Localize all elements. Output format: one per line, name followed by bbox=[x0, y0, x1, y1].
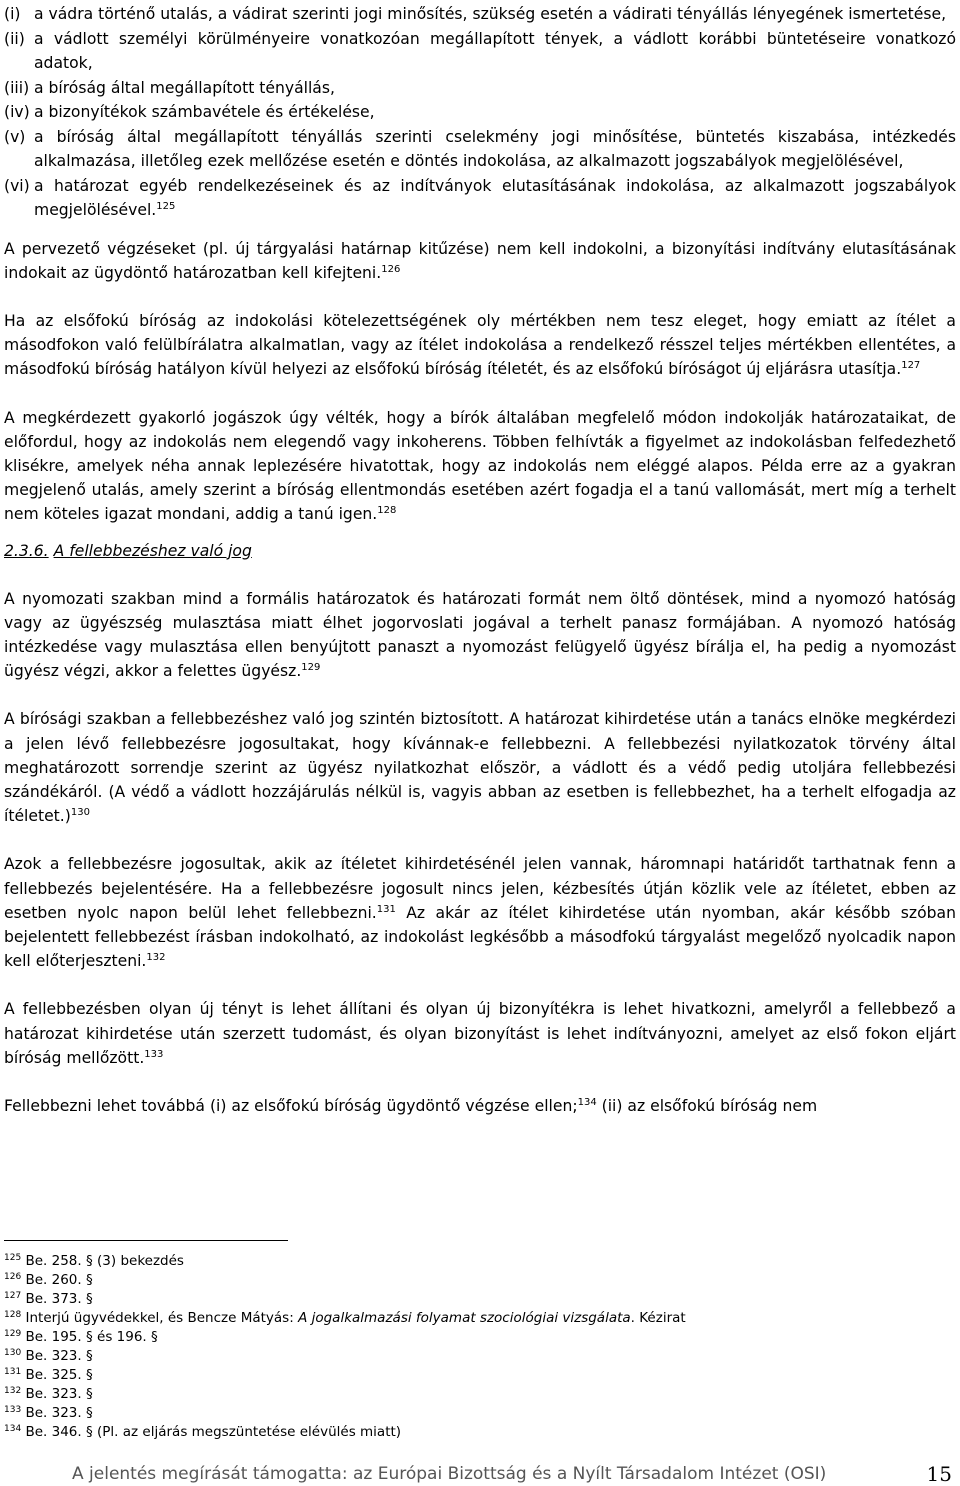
footnote-ref[interactable]: 125 bbox=[156, 201, 176, 212]
list-item bbox=[4, 2, 956, 27]
list-number: (v) bbox=[4, 127, 26, 146]
list-item bbox=[4, 76, 956, 101]
footnote bbox=[4, 1328, 944, 1347]
footnote-ref[interactable]: 127 bbox=[901, 360, 921, 372]
paragraph-text: (ii) az elsőfokú bíróság nem bbox=[596, 1096, 818, 1115]
footnote-text: Be. 325. § bbox=[25, 1367, 93, 1383]
list-text: a bizonyítékok számbavétele és értékelése, bbox=[34, 103, 375, 121]
paragraph bbox=[4, 1094, 956, 1118]
footnote-number: 126 bbox=[4, 1272, 22, 1282]
list-item bbox=[4, 100, 956, 125]
footnote-text: Be. 195. § és 196. § bbox=[25, 1329, 158, 1345]
paragraph-text: A nyomozati szakban mind a formális határozatok és határozati formát nem öltő döntések, mind a nyomozó hatóság vagy az ügyészség mulasztása miatt élhet jogorvoslati jogával a terhelt panasz formájában. A nyomozó hatóság intézkedése vagy mulasztása ellen benyújtott panaszt a nyomozást felügyelő ügyész bírálja el, ha pedig a nyomozást ügyész végzi, akkor a felettes ügyész. bbox=[4, 589, 956, 681]
page-number: 15 bbox=[926, 1462, 952, 1486]
list-text: a vádra történő utalás, a vádirat szerinti jogi minősítés, szükség esetén a vádirati tényállás lényegének ismertetése, bbox=[34, 5, 947, 23]
list-item bbox=[4, 27, 956, 76]
footnote bbox=[4, 1366, 944, 1385]
footnote-text: Interjú ügyvédekkel, és Bencze Mátyás: bbox=[25, 1310, 299, 1326]
list-text bbox=[34, 174, 956, 223]
footnotes bbox=[4, 1252, 944, 1442]
section-title: A fellebbezéshez való jog bbox=[53, 541, 252, 560]
footnote-number: 127 bbox=[4, 1291, 22, 1301]
footnote bbox=[4, 1404, 944, 1423]
footnote-text: Be. 323. § bbox=[25, 1405, 93, 1421]
footnote-text: Be. 373. § bbox=[25, 1291, 93, 1307]
footnote-number: 130 bbox=[4, 1348, 22, 1358]
paragraph-text: A fellebbezésben olyan új tényt is lehet állítani és olyan új bizonyítékra is lehet hivatkozni, amelyről a fellebbező a határozat kihirdetése után szerzett tudomást, és olyan bizonyítást is lehet indítványozni, amelyet az első fokon eljárt bíróság mellőzött. bbox=[4, 1000, 956, 1067]
paragraph-text: A bírósági szakban a fellebbezéshez való jog szintén biztosított. A határozat kihirdetése után a tanács elnöke megkérdezi a jelen lévő fellebbezésre jogosultakat, hogy kívánnak-e fellebbezni. A fellebbezési nyilatkozatok törvény által meghatározott sorrendje szerint az ügyész nyilatkozhat először, a vádlott és a védő pedig utoljára fellebbezési szándékáról. (A védő a vádlott hozzájárulás nélkül is, vagyis abban az esetben is fellebbezhet, ha a terhelt elfogadja az ítéletet.) bbox=[4, 710, 956, 826]
paragraph bbox=[4, 587, 956, 684]
list-item bbox=[4, 174, 956, 223]
footnote-ref[interactable]: 130 bbox=[70, 807, 90, 819]
footnote bbox=[4, 1385, 944, 1404]
footnote-ref[interactable]: 128 bbox=[377, 505, 397, 517]
section-number: 2.3.6. bbox=[4, 541, 49, 560]
list-number: (ii) bbox=[4, 29, 25, 48]
footnote-text: . Kézirat bbox=[630, 1310, 686, 1326]
footnote-text: Be. 323. § bbox=[25, 1348, 93, 1364]
footnote-number: 131 bbox=[4, 1367, 22, 1377]
paragraph bbox=[4, 237, 956, 285]
list-text: a bíróság által megállapított tényállás, bbox=[34, 78, 335, 97]
footnote-number: 134 bbox=[4, 1424, 22, 1434]
paragraph-text: Az akár az ítélet kihirdetése után nyomban, akár később szóban bejelentett fellebbezést írásban indokolható, az indokolást legkésőbb a másodfokú tárgyalást megelőző nyolcadik napon kell előterjeszteni. bbox=[4, 903, 956, 971]
footnote-number: 129 bbox=[4, 1329, 22, 1339]
paragraph-text: Azok a fellebbezésre jogosultak, akik az ítéletet kihirdetésénél jelen vannak, háromnapi határidőt tarthatnak fenn a fellebbezés bejelentésére. Ha a fellebbezésre jogosult nincs jelen, kézbesítés útján közlik vele az ítéletet, ebben az esetben nyolc napon belül lehet fellebbezni. bbox=[4, 855, 956, 922]
list-number: (vi) bbox=[4, 176, 30, 195]
paragraph bbox=[4, 997, 956, 1070]
paragraph bbox=[4, 707, 956, 828]
footnote bbox=[4, 1271, 944, 1290]
section-heading bbox=[4, 539, 956, 563]
footnote bbox=[4, 1423, 944, 1442]
footer-text: A jelentés megírását támogatta: az Európai Bizottság és a Nyílt Társadalom Intézet (OSI) bbox=[72, 1464, 827, 1484]
footnote-number: 125 bbox=[4, 1253, 22, 1263]
footnote-title: A jogalkalmazási folyamat szociológiai vizsgálata bbox=[298, 1310, 631, 1326]
footnote-text: Be. 346. § (Pl. az eljárás megszüntetése elévülés miatt) bbox=[25, 1424, 402, 1440]
paragraph-text: Ha az elsőfokú bíróság az indokolási kötelezettségének oly mértékben nem tesz eleget, hogy emiatt az ítélet a másodfokon való felülbírálatra alkalmatlan, vagy az ítélet indokolása a rendelkező résszel teljes mértékben ellentétes, a másodfokú bíróság hatályon kívül helyezi az elsőfokú bíróság ítéletét, és az elsőfokú bíróságot új eljárásra utasítja. bbox=[4, 311, 956, 379]
list-text-body: a határozat egyéb rendelkezéseinek és az indítványok elutasításának indokolása, az alkalmazott jogszabályok megjelölésével. bbox=[34, 176, 956, 219]
footnote bbox=[4, 1309, 944, 1328]
footnote-number: 132 bbox=[4, 1386, 22, 1396]
document-page bbox=[4, 0, 956, 1118]
list-text: a bíróság által megállapított tényállás szerinti cselekmény jogi minősítése, büntetés kiszabása, intézkedés alkalmazása, illetőleg ezek mellőzése esetén e döntés indokolása, az alkalmazott jogszabályok megjelölésével, bbox=[34, 127, 956, 170]
footnote-divider bbox=[4, 1240, 288, 1241]
list-text: a vádlott személyi körülményeire vonatkozóan megállapított tények, a vádlott korábbi büntetéseire vonatkozó adatok, bbox=[34, 29, 956, 72]
list-number: (iii) bbox=[4, 78, 30, 97]
list-item bbox=[4, 125, 956, 174]
footnote-text: Be. 258. § (3) bekezdés bbox=[25, 1253, 184, 1269]
page-footer bbox=[72, 1464, 952, 1486]
paragraph-text: A megkérdezett gyakorló jogászok úgy vélték, hogy a bírók általában megfelelő módon indokolják határozataikat, de előfordul, hogy az indokolás nem elegendő vagy inkoherens. Többen felhívták a figyelmet az indokolásban felfedezhető klisékre, amelyek néha annak leplezésére hivatottak, hogy az indokolás nem eléggé alapos. Példa erre az a gyakran megjelenő utalás, amely szerint a bíróság ellentmondás esetében azért fogadja el a tanú vallomását, mert míg a terhelt nem köteles igazat mondani, addig a tanú igen. bbox=[4, 408, 956, 524]
footnote-number: 128 bbox=[4, 1310, 22, 1320]
footnote-text: Be. 260. § bbox=[25, 1272, 93, 1288]
footnote-ref[interactable]: 126 bbox=[381, 263, 401, 275]
footnote-text: Be. 323. § bbox=[25, 1386, 93, 1402]
footnote bbox=[4, 1347, 944, 1366]
list-number: (i) bbox=[4, 5, 21, 23]
enumerated-list bbox=[4, 2, 956, 223]
footnote-ref[interactable]: 129 bbox=[301, 662, 321, 674]
paragraph-text: A pervezető végzéseket (pl. új tárgyalási határnap kitűzése) nem kell indokolni, a bizonyítási indítvány elutasításának indokait az ügydöntő határozatban kell kifejteni. bbox=[4, 239, 956, 282]
paragraph bbox=[4, 852, 956, 973]
footnote-ref[interactable]: 133 bbox=[144, 1048, 164, 1060]
footnote-ref[interactable]: 132 bbox=[146, 952, 166, 964]
footnote-ref[interactable]: 131 bbox=[376, 903, 396, 915]
footnote-number: 133 bbox=[4, 1405, 22, 1415]
paragraph-text: Fellebbezni lehet továbbá (i) az elsőfokú bíróság ügydöntő végzése ellen; bbox=[4, 1096, 578, 1115]
footnote bbox=[4, 1290, 944, 1309]
footnote bbox=[4, 1252, 944, 1271]
paragraph bbox=[4, 406, 956, 527]
list-number: (iv) bbox=[4, 103, 30, 121]
paragraph bbox=[4, 309, 956, 382]
footnote-ref[interactable]: 134 bbox=[577, 1096, 597, 1108]
